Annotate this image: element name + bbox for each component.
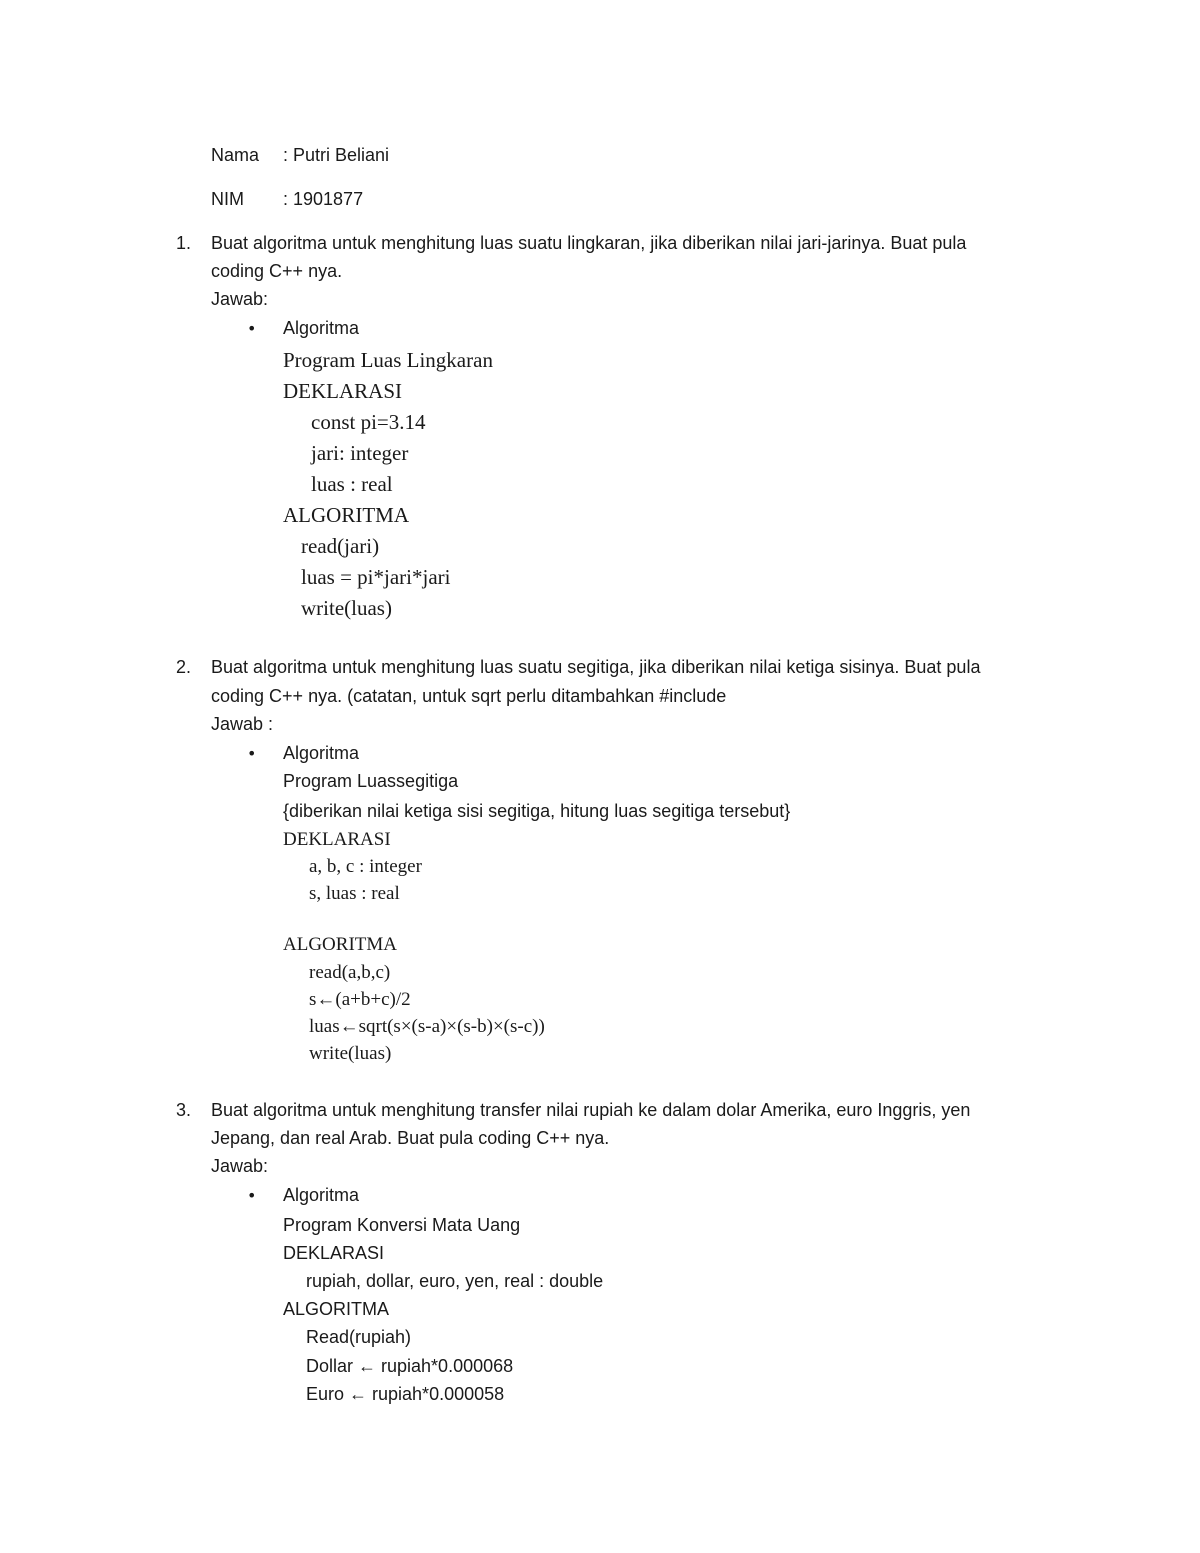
q2-step-4: write(luas) bbox=[309, 1043, 392, 1064]
q2-question-line2: coding C++ nya. (catatan, untuk sqrt perlu ditambahkan #include bbox=[211, 686, 727, 706]
q1-program: Program Luas Lingkaran bbox=[283, 348, 493, 372]
q2-deklarasi: DEKLARASI bbox=[283, 829, 391, 850]
q2-step-1: read(a,b,c) bbox=[309, 962, 391, 983]
q1-decl-2: jari: integer bbox=[311, 441, 409, 465]
q2-program: Program Luassegitiga bbox=[283, 771, 459, 791]
q3-algoritma: ALGORITMA bbox=[283, 1299, 390, 1319]
q2-decl-2: s, luas : real bbox=[309, 883, 400, 904]
q2-decl-1: a, b, c : integer bbox=[309, 856, 422, 877]
q3-bullet: • bbox=[247, 1186, 257, 1205]
q1-decl-3: luas : real bbox=[311, 472, 393, 496]
q3-question-line2: Jepang, dan real Arab. Buat pula coding C++ nya. bbox=[211, 1128, 610, 1148]
q3-step-3: Euro ← rupiah*0.000058 bbox=[306, 1384, 505, 1404]
q1-answer-label: Jawab: bbox=[211, 289, 269, 309]
nim-label: NIM bbox=[211, 189, 244, 209]
q1-number: 1. bbox=[176, 233, 192, 253]
q3-step-1: Read(rupiah) bbox=[306, 1327, 412, 1347]
q3-algo-label: Algoritma bbox=[283, 1185, 360, 1205]
q1-decl-1: const pi=3.14 bbox=[311, 410, 426, 434]
q1-step-1: read(jari) bbox=[301, 534, 380, 558]
q1-bullet: • bbox=[247, 319, 257, 338]
q2-step-2: s←(a+b+c)/2 bbox=[309, 989, 411, 1010]
q1-question-line1: Buat algoritma untuk menghitung luas suatu lingkaran, jika diberikan nilai jari-jarinya. Buat pula bbox=[211, 233, 967, 253]
q1-question-line2: coding C++ nya. bbox=[211, 261, 343, 281]
name-value: : Putri Beliani bbox=[283, 145, 390, 165]
q1-algoritma: ALGORITMA bbox=[283, 503, 409, 527]
q3-question-line1: Buat algoritma untuk menghitung transfer nilai rupiah ke dalam dolar Amerika, euro Inggris, yen bbox=[211, 1100, 971, 1120]
q1-step-3: write(luas) bbox=[301, 596, 392, 620]
q1-step-2: luas = pi*jari*jari bbox=[301, 565, 451, 589]
name-label: Nama bbox=[211, 145, 260, 165]
q1-deklarasi: DEKLARASI bbox=[283, 379, 402, 403]
q2-answer-label: Jawab : bbox=[211, 714, 274, 734]
q3-deklarasi: DEKLARASI bbox=[283, 1243, 385, 1263]
q2-algo-label: Algoritma bbox=[283, 743, 360, 763]
q2-algoritma: ALGORITMA bbox=[283, 934, 397, 955]
q3-step-2: Dollar ← rupiah*0.000068 bbox=[306, 1356, 514, 1376]
q2-comment: {diberikan nilai ketiga sisi segitiga, hitung luas segitiga tersebut} bbox=[283, 801, 791, 821]
q2-bullet: • bbox=[247, 744, 257, 763]
q2-step-3: luas←sqrt(s×(s-a)×(s-b)×(s-c)) bbox=[309, 1016, 545, 1037]
q1-algo-label: Algoritma bbox=[283, 318, 360, 338]
q2-number: 2. bbox=[176, 657, 192, 677]
q3-number: 3. bbox=[176, 1100, 192, 1120]
q3-decl-1: rupiah, dollar, euro, yen, real : double bbox=[306, 1271, 604, 1291]
q3-answer-label: Jawab: bbox=[211, 1156, 269, 1176]
nim-value: : 1901877 bbox=[283, 189, 364, 209]
q2-question-line1: Buat algoritma untuk menghitung luas suatu segitiga, jika diberikan nilai ketiga sisinya. Buat pula bbox=[211, 657, 981, 677]
q3-program: Program Konversi Mata Uang bbox=[283, 1215, 521, 1235]
